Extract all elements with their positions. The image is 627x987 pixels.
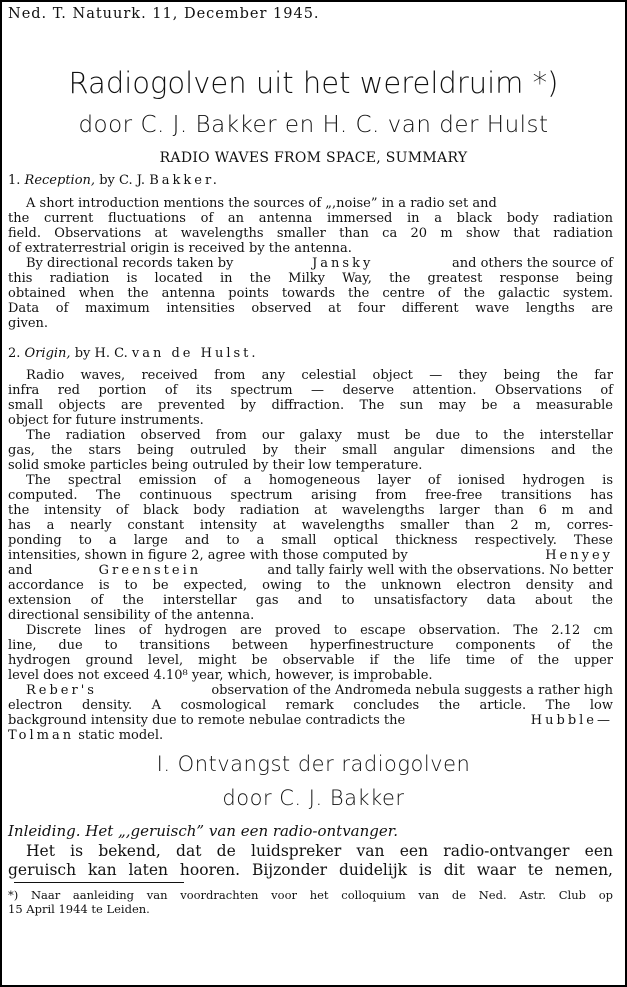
paragraph-line: accordance is to be expected, owing to the unknown electron density and [8,578,613,593]
paragraph-line: extension of the interstellar gas and to unsatisfactory data about the [8,593,613,608]
paragraph-line: Tolman static model. [8,728,164,743]
paragraph-line: Reber's observation of the Andromeda nebula suggests a rather high [26,683,613,698]
paragraph-line: background intensity due to remote nebulae contradicts the Hubble— [8,713,613,728]
paragraph-line: line, due to transitions between hyperfinestructure components of the [8,638,613,653]
paragraph-line: and Greenstein and tally fairly well with the observations. No better [8,563,613,578]
paragraph-line: The spectral emission of a homogeneous layer of ionised hydrogen is [26,473,613,488]
paragraph-line: the intensity of black body radiation at wavelengths larger than 6 m and [8,503,613,518]
part-author: door C. J. Bakker [222,786,405,810]
paragraph-line: By directional records taken by Jansky and others the source of [26,256,613,271]
paragraph-line: of extraterrestrial origin is received by the antenna. [8,241,352,256]
paragraph-line: hydrogen ground level, might be observable if the life time of the upper [8,653,613,668]
paragraph-line: A short introduction mentions the sources of „,noise” in a radio set and [26,196,497,211]
paragraph-line: level does not exceed 4.10⁸ year, which, however, is improbable. [8,668,433,683]
paragraph-line: The radiation observed from our galaxy must be due to the interstellar [26,428,613,443]
section-heading: 1. Reception, by C. J. Bakker. [8,173,220,188]
paragraph-line: obtained when the antenna points towards the centre of the galactic system. [8,286,613,301]
footnote-line: *) Naar aanleiding van voordrachten voor het colloquium van de Ned. Astr. Club op [8,888,613,902]
article-authors: door C. J. Bakker en H. C. van der Hulst [78,112,549,138]
paragraph-line: the current fluctuations of an antenna immersed in a black body radiation [8,211,613,226]
paragraph-line: object for future instruments. [8,413,204,428]
section-heading: 2. Origin, by H. C. van de Hulst. [8,346,259,361]
footnote-rule [14,882,184,883]
footnote-line: 15 April 1944 te Leiden. [8,902,150,916]
paragraph-line: Data of maximum intensities observed at four different wave lengths are [8,301,613,316]
paragraph-line: infra red portion of its spectrum — deserve attention. Observations of [8,383,613,398]
paragraph-line: Radio waves, received from any celestial object — they being the far [26,368,613,383]
journal-header: Ned. T. Natuurk. 11, December 1945. [8,6,320,22]
paragraph-line: computed. The continuous spectrum arising from free-free transitions has [8,488,613,503]
article-title: Radiogolven uit het wereldruim *) [68,66,559,100]
paragraph-line: ponding to a large and to a small optical thickness respectively. These [8,533,613,548]
summary-heading: RADIO WAVES FROM SPACE, SUMMARY [159,150,468,166]
paragraph-line: Het is bekend, dat de luidspreker van een radio-ontvanger een [26,842,613,860]
paragraph-line: has a nearly constant intensity at wavelengths smaller than 2 m, corres- [8,518,613,533]
paragraph-line: given. [8,316,49,331]
part-heading: I. Ontvangst der radiogolven [156,752,471,776]
paragraph-line: electron density. A cosmological remark concludes the article. The low [8,698,613,713]
paragraph-line: gas, the stars being outruled by their small angular dimensions and the [8,443,613,458]
paragraph-line: small objects are prevented by diffraction. The sun may be a measurable [8,398,613,413]
paragraph-line: this radiation is located in the Milky Way, the greatest response being [8,271,613,286]
paragraph-line: Discrete lines of hydrogen are proved to escape observation. The 2.12 cm [26,623,613,638]
paragraph-line: geruisch kan laten hooren. Bijzonder duidelijk is dit waar te nemen, [8,861,613,879]
paragraph-line: solid smoke particles being outruled by their low temperature. [8,458,423,473]
paragraph-line: directional sensibility of the antenna. [8,608,255,623]
paragraph-line: field. Observations at wavelengths smaller than ca 20 m show that radiation [8,226,613,241]
paragraph-line: intensities, shown in figure 2, agree with those computed by Henyey [8,548,613,563]
part-subheading: Inleiding. Het „,geruisch” van een radio-ontvanger. [8,822,399,840]
